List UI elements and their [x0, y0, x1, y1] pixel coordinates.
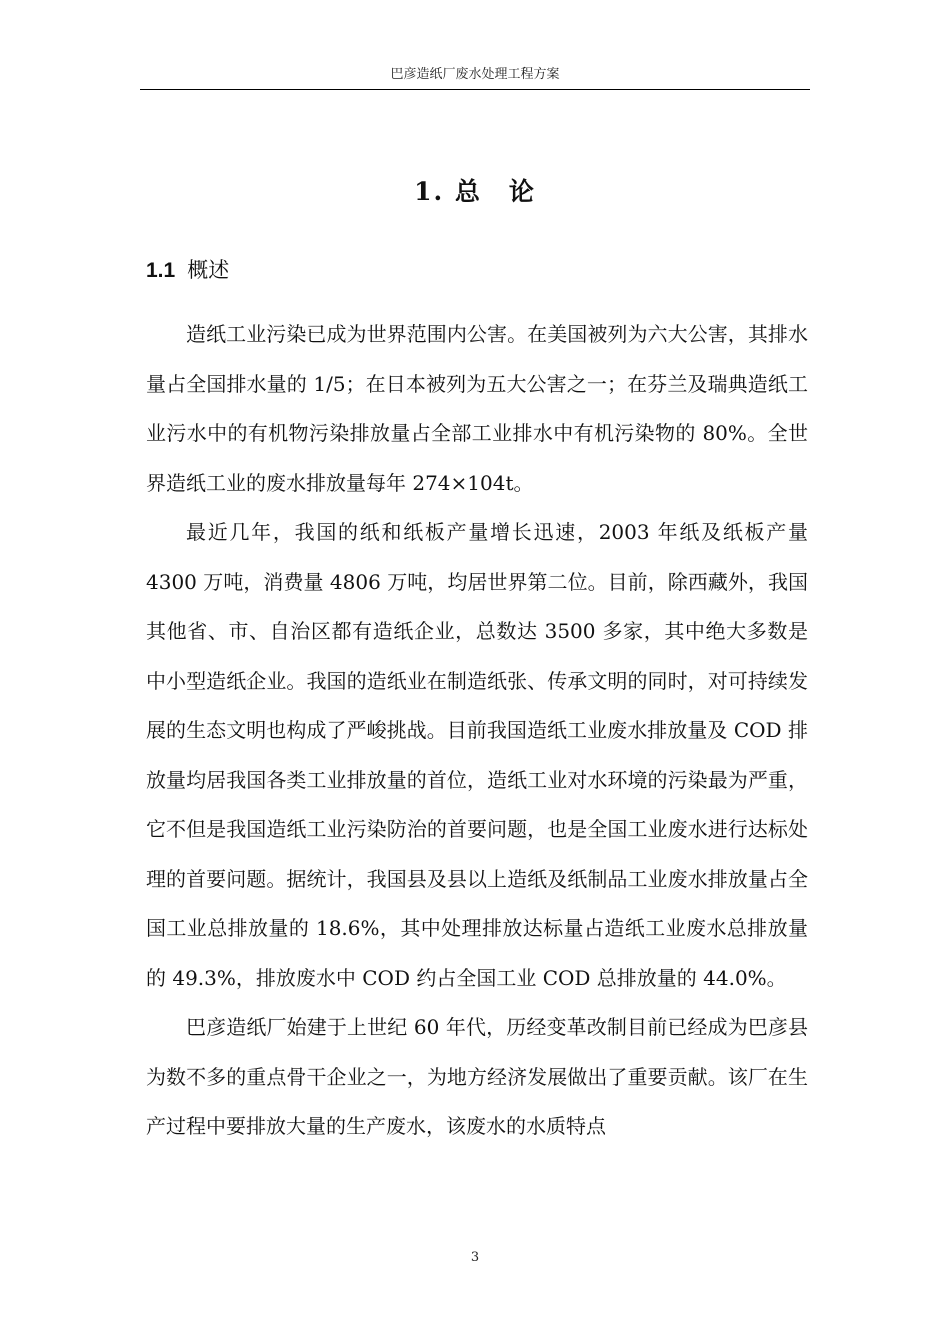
- body-text: [146, 310, 808, 1152]
- header-divider: [140, 89, 810, 90]
- paragraph-2: 最近几年，我国的纸和纸板产量增长迅速，2003 年纸及纸板产量 4300 万吨，消费量 4806 万吨，均居世界第二位。目前，除西藏外，我国其他省、市、自治区都有造纸企业，总数达 3500 多家，其中绝大多数是中小型造纸企业。我国的造纸业在制造纸张、传承文明的同时，对可持续发展的生态文明也构成了严峻挑战。目前我国造纸工业废水排放量及 COD 排放量均居我国各类工业排放量的首位，造纸工业对水环境的污染最为严重，它不但是我国造纸工业污染防治的首要问题，也是全国工业废水进行达标处理的首要问题。据统计，我国县及县以上造纸及纸制品工业废水排放量占全国工业总排放量的 18.6%，其中处理排放达标量占造纸工业废水总排放量的 49.3%，排放废水中 COD 约占全国工业 COD 总排放量的 44.0%。: [146, 520, 808, 990]
- page-number: 3: [470, 1250, 480, 1265]
- chapter-title: 1. 总 论: [414, 177, 536, 206]
- section-title-text: 概述: [187, 258, 230, 282]
- paragraph-1: 造纸工业污染已成为世界范围内公害。在美国被列为六大公害，其排水量占全国排水量的 1/5；在日本被列为五大公害之一；在芬兰及瑞典造纸工业污水中的有机物污染排放量占全部工业排水中有机污染物的 80%。全世界造纸工业的废水排放量每年 274×104t。: [146, 322, 808, 495]
- running-header: 巴彦造纸厂废水处理工程方案: [390, 67, 560, 82]
- section-heading: [146, 253, 229, 288]
- paragraph-3: 巴彦造纸厂始建于上世纪 60 年代，历经变革改制目前已经成为巴彦县为数不多的重点骨干企业之一，为地方经济发展做出了重要贡献。该厂在生产过程中要排放大量的生产废水，该废水的水质特点: [146, 1015, 808, 1138]
- section-number: 1.1: [146, 259, 176, 282]
